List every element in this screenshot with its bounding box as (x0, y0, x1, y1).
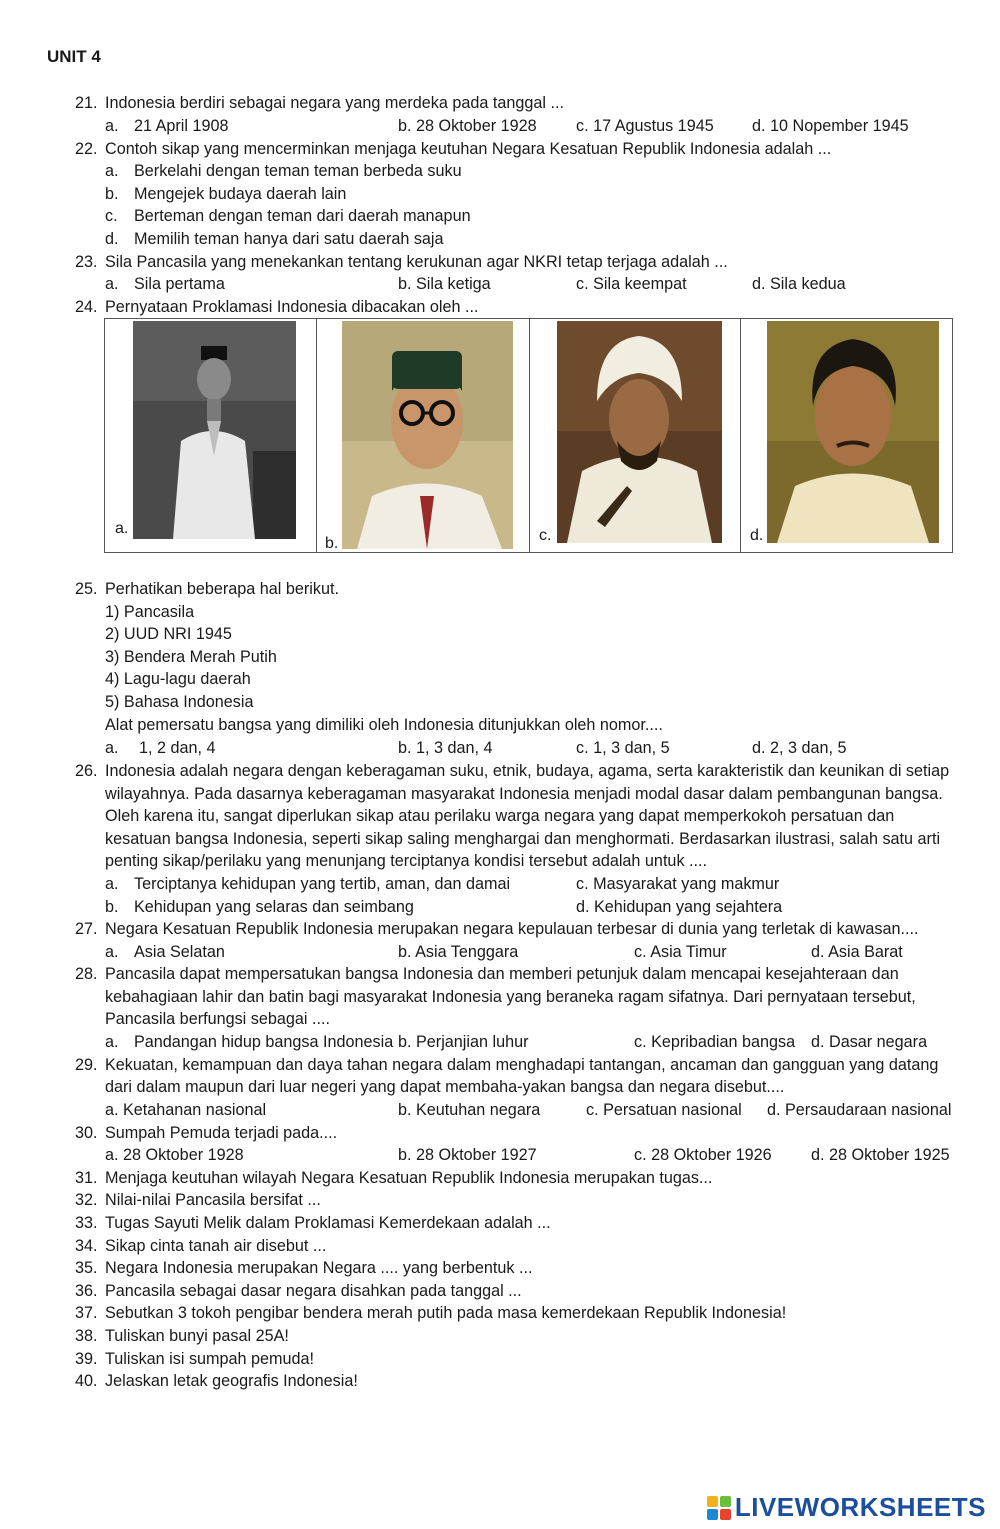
option-letter: a. (105, 117, 119, 135)
option-b: Kehidupan yang selaras dan seimbang (134, 898, 414, 916)
list-item: 3) Bendera Merah Putih (105, 648, 277, 666)
portrait-cell-d (740, 319, 952, 552)
option-b: b. Asia Tenggara (398, 943, 519, 961)
option-c: c. 28 Oktober 1926 (634, 1146, 772, 1164)
option-b: b. Perjanjian luhur (398, 1033, 529, 1051)
option-d: d. Persaudaraan nasional (767, 1101, 952, 1119)
portrait-cell-a (105, 319, 316, 552)
question-text: Contoh sikap yang mencerminkan menjaga keutuhan Negara Kesatuan Republik Indonesia adalah ... (105, 140, 832, 158)
question-text-line: kebahagiaan lahir dan batin bagi masyarakat Indonesia yang beraneka ragam sifatnya. Dari pernyataan tersebut, (105, 988, 916, 1006)
portrait-table (104, 318, 953, 553)
question-number: 24. (75, 298, 98, 316)
question-text-line: Oleh karena itu, sangat diperlukan sikap atau perilaku warga negara yang dapat memperkokoh persatuan dan (105, 807, 895, 825)
portrait-image-c (557, 321, 722, 543)
option-b: b. Keutuhan negara (398, 1101, 541, 1119)
option-d: d. 2, 3 dan, 5 (752, 739, 847, 757)
option-d: d. Sila kedua (752, 275, 846, 293)
question-text-line: kesatuan bangsa Indonesia, seperti sikap saling menghargai dan menghormati. Berdasarkan ilustrasi, salah satu arti (105, 830, 941, 848)
list-item: 5) Bahasa Indonesia (105, 693, 254, 711)
question-text: Sumpah Pemuda terjadi pada.... (105, 1124, 338, 1142)
liveworksheets-icon (707, 1496, 731, 1520)
option-b: b. 28 Oktober 1928 (398, 117, 537, 135)
question-text: Sila Pancasila yang menekankan tentang kerukunan agar NKRI tetap terjaga adalah ... (105, 253, 728, 271)
option-letter: b. (105, 898, 119, 916)
option-c: c. 17 Agustus 1945 (576, 117, 714, 135)
question-number: 23. (75, 253, 98, 271)
option-a: 1, 2 dan, 4 (139, 739, 216, 757)
portrait-label-d: d. (750, 527, 764, 544)
option-letter: a. (105, 1033, 119, 1051)
option-letter: a. (105, 275, 119, 293)
unit-title: UNIT 4 (47, 47, 101, 66)
option-d: d. Dasar negara (811, 1033, 928, 1051)
portrait-label-a: a. (115, 520, 129, 537)
option-d: d. Asia Barat (811, 943, 903, 961)
option-c: c. Sila keempat (576, 275, 687, 293)
question-number: 30. (75, 1124, 98, 1142)
question-text: Indonesia berdiri sebagai negara yang merdeka pada tanggal ... (105, 94, 564, 112)
option-letter: a. (105, 875, 119, 893)
option-a: Sila pertama (134, 275, 225, 293)
question-text: Perhatikan beberapa hal berikut. (105, 580, 339, 598)
question-text: Negara Kesatuan Republik Indonesia merupakan negara kepulauan terbesar di dunia yang terletak di kawasan.... (105, 920, 919, 938)
option-c: c. Berteman dengan teman dari daerah manapun (105, 207, 471, 225)
question-text: Pernyataan Proklamasi Indonesia dibacakan oleh ... (105, 298, 479, 316)
option-c: c. 1, 3 dan, 5 (576, 739, 670, 757)
list-item: 4) Lagu-lagu daerah (105, 670, 251, 688)
question-number: 26. (75, 762, 98, 780)
option-c: c. Persatuan nasional (586, 1101, 742, 1119)
question-number: 27. (75, 920, 98, 938)
portrait-image-d (767, 321, 939, 543)
question-number: 29. (75, 1056, 98, 1074)
option-c: c. Asia Timur (634, 943, 727, 961)
question-text-line: wilayahnya. Pada dasarnya keberagaman masyarakat Indonesia menjadi modal dasar dalam pembangunan bangsa. (105, 785, 943, 803)
option-a: 21 April 1908 (134, 117, 229, 135)
portrait-cell-b (316, 319, 529, 552)
option-d: d. Memilih teman hanya dari satu daerah saja (105, 230, 444, 248)
liveworksheets-logo (707, 1492, 986, 1523)
option-a: a. Ketahanan nasional (105, 1101, 267, 1119)
portrait-image-a (133, 321, 296, 539)
question-number: 22. (75, 140, 98, 158)
option-a: Terciptanya kehidupan yang tertib, aman, dan damai (134, 875, 511, 893)
option-c: c. Masyarakat yang makmur (576, 875, 780, 893)
question-text-line: Pancasila berfungsi sebagai .... (105, 1010, 330, 1028)
list-item: 1) Pancasila (105, 603, 195, 621)
question-text-line: Indonesia adalah negara dengan keberagaman suku, etnik, budaya, agama, serta karakteristik dan keunikan di setiap (105, 762, 950, 780)
portrait-cell-c (529, 319, 740, 552)
question-text-line: dari dalam maupun dari luar negeri yang dapat membaha-yakan bangsa dan negara disebut.... (105, 1078, 785, 1096)
option-a: a. Berkelahi dengan teman teman berbeda suku (105, 162, 462, 180)
portrait-label-c: c. (539, 527, 552, 544)
question-prompt: Alat pemersatu bangsa yang dimiliki oleh Indonesia ditunjukkan oleh nomor.... (105, 716, 663, 734)
question-number: 28. (75, 965, 98, 983)
option-a: Asia Selatan (134, 943, 225, 961)
portrait-image-b (342, 321, 513, 549)
option-letter: a. (105, 739, 119, 757)
question-number: 21. (75, 94, 98, 112)
list-item: 2) UUD NRI 1945 (105, 625, 232, 643)
option-d: d. Kehidupan yang sejahtera (576, 898, 783, 916)
option-a: a. 28 Oktober 1928 (105, 1146, 244, 1164)
question-number: 25. (75, 580, 98, 598)
portrait-label-b: b. (325, 535, 339, 552)
option-d: d. 28 Oktober 1925 (811, 1146, 950, 1164)
option-b: b. Sila ketiga (398, 275, 491, 293)
question-text-line: penting sikap/perilaku yang menunjang terciptanya kondisi tersebut adalah untuk .... (105, 852, 708, 870)
option-b: b. Mengejek budaya daerah lain (105, 185, 347, 203)
option-a: Pandangan hidup bangsa Indonesia (134, 1033, 394, 1051)
option-letter: a. (105, 943, 119, 961)
question-text-line: Kekuatan, kemampuan dan daya tahan negara dalam menghadapi tantangan, ancaman dan gangguan yang datang (105, 1056, 939, 1074)
brand-text: LIVEWORKSHEETS (734, 1492, 986, 1522)
option-b: b. 28 Oktober 1927 (398, 1146, 537, 1164)
option-d: d. 10 Nopember 1945 (752, 117, 909, 135)
option-b: b. 1, 3 dan, 4 (398, 739, 493, 757)
option-c: c. Kepribadian bangsa (634, 1033, 796, 1051)
question-text-line: Pancasila dapat mempersatukan bangsa Indonesia dan memberi petunjuk dalam mencapai kesejahteraan dan (105, 965, 899, 983)
